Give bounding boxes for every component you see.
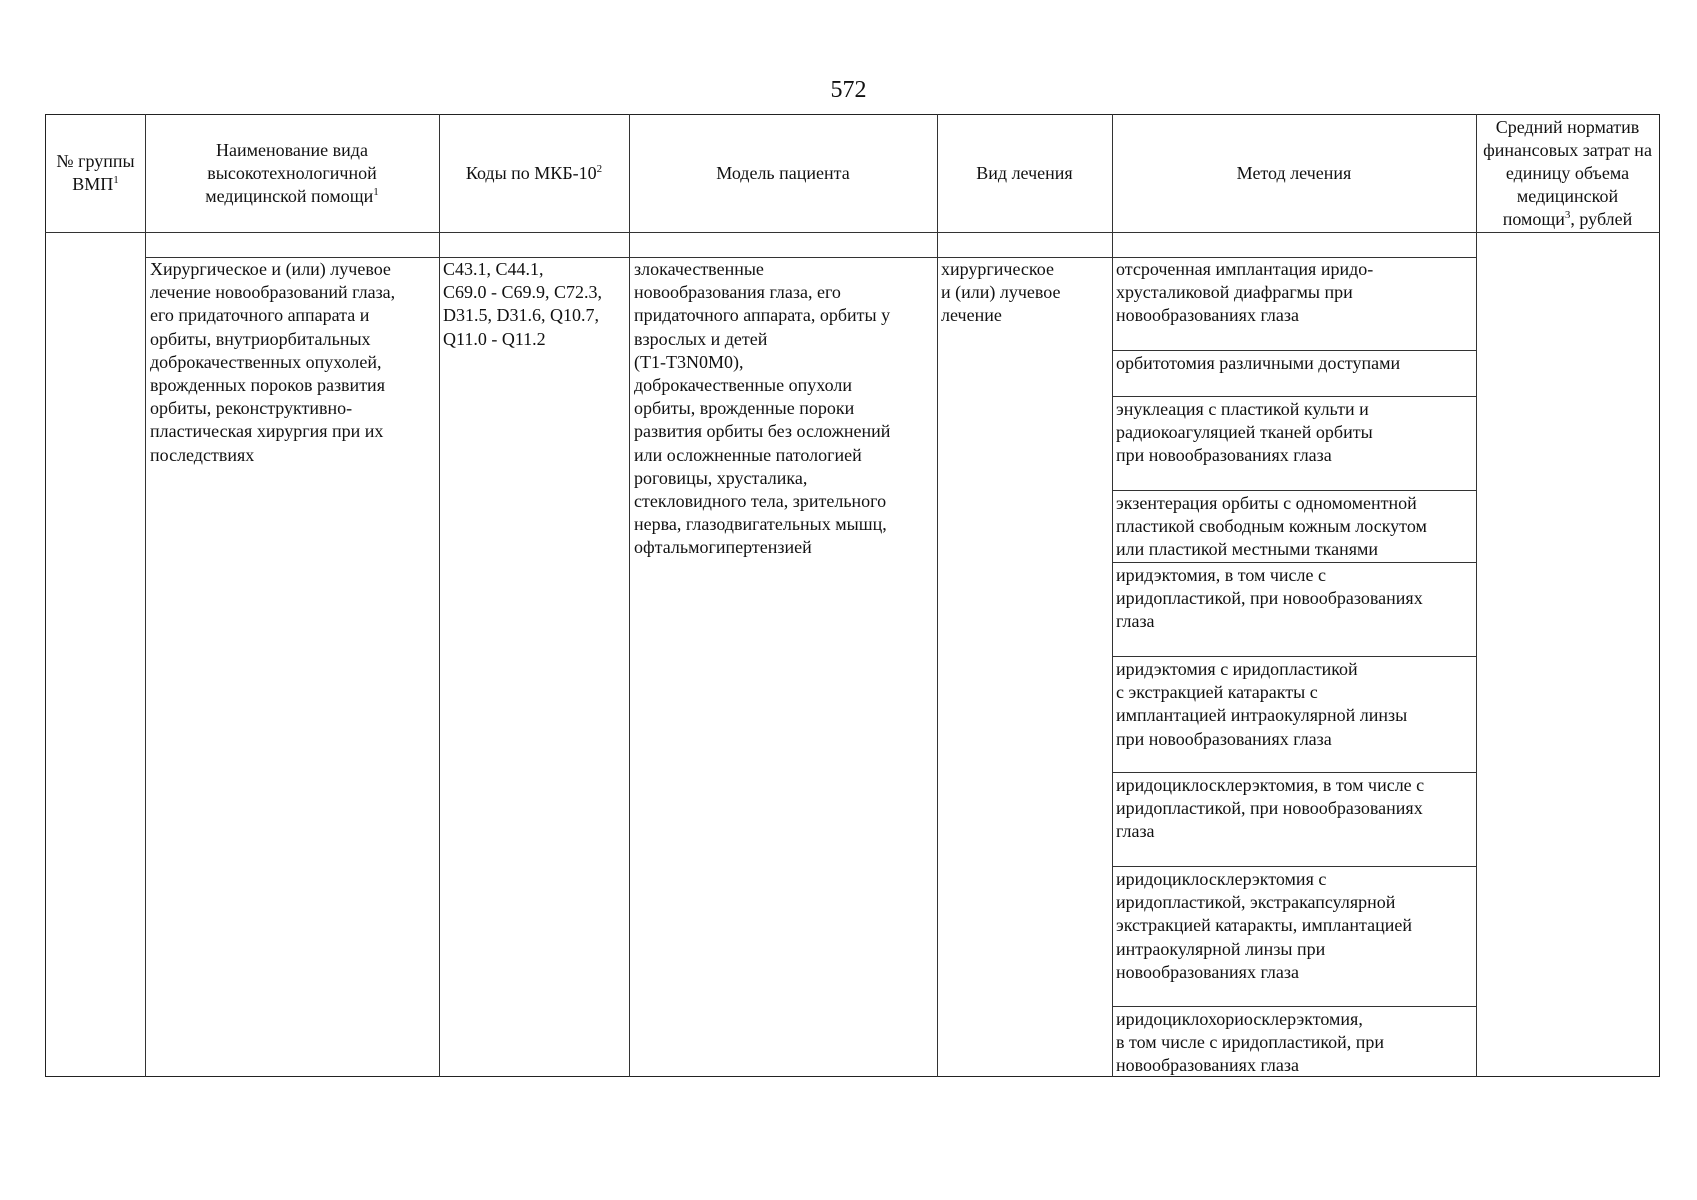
method-divider [1112, 866, 1476, 867]
column-divider [439, 114, 440, 1077]
header-codes: Коды по МКБ-$10^2$ [465, 162, 603, 183]
page-number: 572 [830, 77, 867, 103]
method-divider [1112, 490, 1476, 491]
header-name: Наименование вида высокотехнологичной медицинской помощи$^1$ [205, 139, 379, 206]
method-item: энуклеация с пластикой культи и радиокоагуляцией тканей орбиты при новообразованиях глаза [1116, 399, 1373, 466]
header-model: Модель пациента [716, 162, 850, 183]
header-cost: Средний норматив финансовых затрат на единицу объема медицинской помощи$^3$, рублей [1483, 116, 1652, 229]
method-item: иридоциклосклерэктомия, в том числе с иридопластикой, при новообразованиях глаза [1116, 775, 1425, 842]
method-item: отсроченная имплантация иридо- хрусталиковой диафрагмы при новообразованиях глаза [1116, 259, 1374, 326]
method-divider [1112, 396, 1476, 397]
method-item: иридоциклосклерэктомия с иридопластикой, экстракапсулярной экстракцией катаракты, имплантацией интраокулярной линзы при новообразованиях глаза [1116, 869, 1412, 982]
header-treatment: Вид лечения [976, 162, 1073, 183]
method-item: иридэктомия с иридопластикой с экстракцией катаракты с имплантацией интраокулярной линзы при новообразованиях глаза [1116, 659, 1408, 749]
header-group: № группы ВМП$^1$ [56, 151, 135, 194]
method-divider [1112, 350, 1476, 351]
column-divider [937, 114, 938, 1077]
column-divider [629, 114, 630, 1077]
method-divider [1112, 772, 1476, 773]
method-item: иридоциклохориосклерэктомия, в том числе с иридопластикой, при новообразованиях глаза [1116, 1009, 1385, 1076]
header-method: Метод лечения [1236, 162, 1352, 183]
column-divider [145, 114, 146, 1077]
method-item: иридэктомия, в том числе с иридопластикой, при новообразованиях глаза [1116, 565, 1423, 632]
method-divider [1112, 656, 1476, 657]
cell-name: Хирургическое и (или) лучевое лечение новообразований глаза, его придаточного аппарата и орбиты, внутриорбитальных доброкачественных опухолей, врожденных пороков развития орбиты, реконструктивно- пластическая хирургия при их последствиях [150, 259, 396, 465]
cell-treatment: хирургическое и (или) лучевое лечение [941, 259, 1061, 326]
method-item: орбитотомия различными доступами [1116, 353, 1401, 373]
header-divider [45, 232, 1660, 233]
cell-model: злокачественные новообразования глаза, его придаточного аппарата, орбиты у взрослых и детей (T1-T3N0M0), доброкачественные опухоли орбиты, врожденные пороки развития орбиты без осложнений или осложненные патологией роговицы, хрусталика, стекловидного тела, зрительного нерва, глазодвигательных мышц, офтальмогипертензией [634, 259, 891, 558]
method-item: экзентерация орбиты с одномоментной пластикой свободным кожным лоскутом или пластикой местными тканями [1116, 493, 1427, 560]
method-divider [1112, 1006, 1476, 1007]
column-divider [1112, 114, 1113, 1077]
cell-codes: C43.1, C44.1, C69.0 - C69.9, C72.3, D31.5, D31.6, Q10.7, Q11.0 - Q11.2 [443, 259, 603, 349]
column-divider [1476, 114, 1477, 1077]
method-divider [1112, 562, 1476, 563]
